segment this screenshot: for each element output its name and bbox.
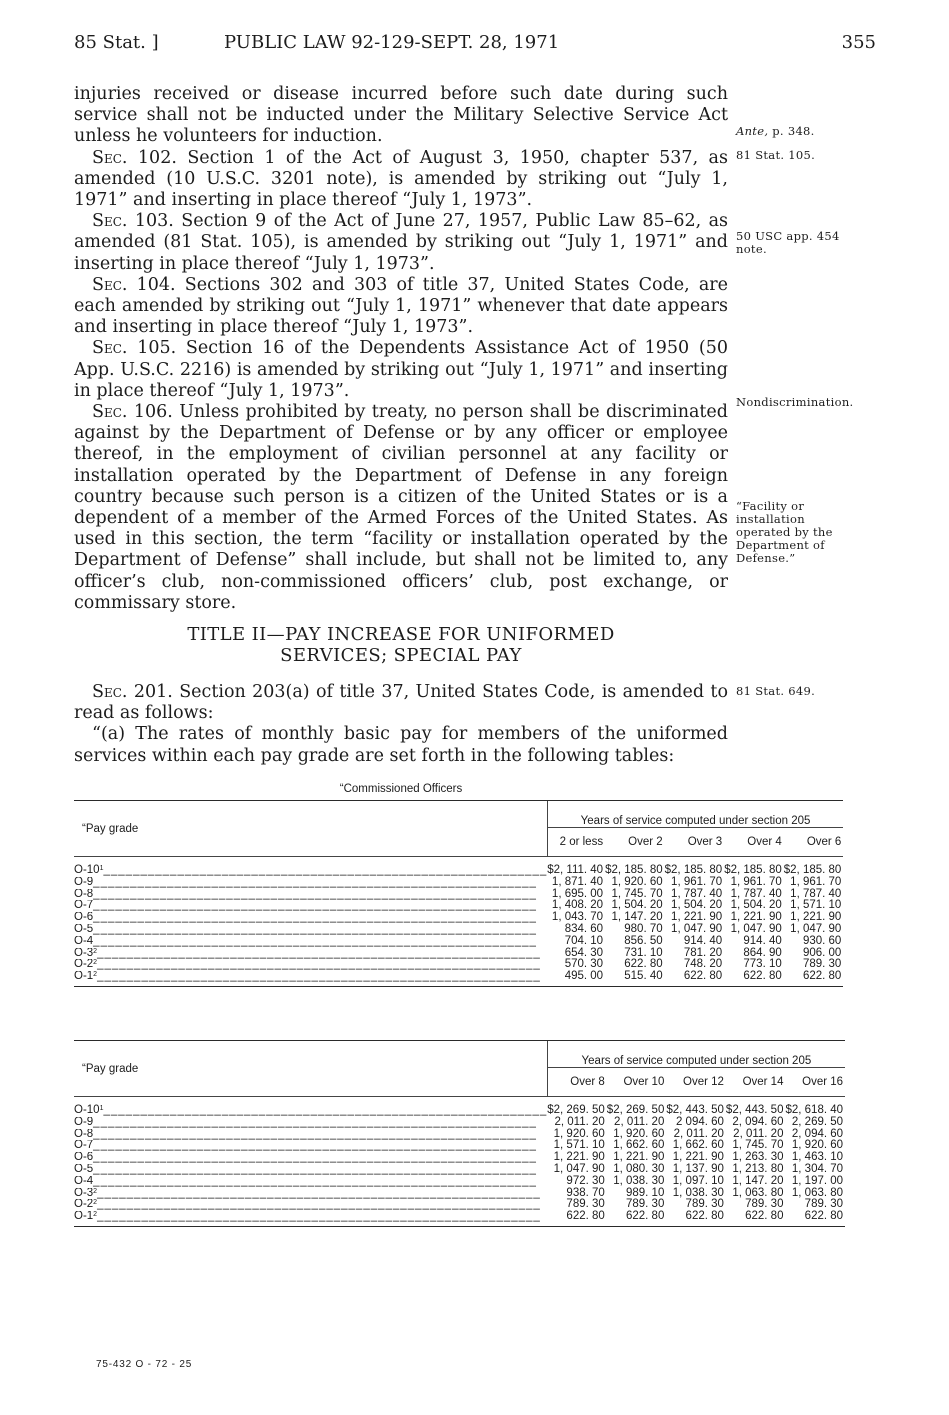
dot-leader: ____________________________________________________________ (93, 912, 537, 924)
pay-grade-cell (74, 857, 547, 877)
pay-rate-cell: $2, 111. 40 (547, 864, 604, 876)
pay-rate-cell: 1, 221. 90 (613, 1151, 665, 1164)
section-text: Section 1 of the Act of August 3, 1950, chapter 537, as amended (10 U.S.C. 3201 note), is amended by striking out “July 1, 1971” and inserting in place thereof “July 1, 1973”. (74, 147, 728, 211)
pay-rate-cell: 834. 60 (564, 922, 604, 935)
pay-grade-header: “Pay grade (74, 801, 547, 857)
stat-reference: 85 Stat. ] (74, 32, 159, 53)
pay-rate-cell: 1, 063. 80 (791, 1186, 844, 1199)
pay-rate-cell: 704. 10 (564, 934, 604, 947)
pay-grade-cell (74, 1211, 547, 1226)
pay-grade-cell (74, 1129, 547, 1141)
pay-grade-cell (74, 1164, 547, 1176)
pay-rate-cell: 622. 80 (566, 1210, 605, 1223)
pay-rate-cell: 789. 30 (804, 1198, 844, 1211)
margin-note-usc: 50 USC app. 454 note. (736, 229, 840, 256)
pay-rate-cell: 622. 80 (683, 970, 723, 983)
pay-rate-cell: 2, 094. 60 (791, 1127, 844, 1140)
section-106 (74, 402, 728, 614)
dot-leader: ____________________________________________________________ (93, 876, 537, 888)
pay-table-2 (74, 1040, 845, 1227)
pay-rate-cell: 1, 695. 00 (551, 887, 604, 900)
dot-leader: ____________________________________________________________ (93, 1140, 537, 1152)
section-105 (74, 338, 728, 402)
pay-rate-cell: 1, 571. 10 (790, 899, 842, 912)
section-201-intro (74, 682, 728, 724)
table-row (74, 1117, 845, 1129)
table-row (74, 900, 843, 912)
dot-leader: ____________________________________________________________ (93, 1152, 537, 1164)
pay-grade-label: O-9 (74, 1116, 94, 1128)
pay-rate-cell: 789. 30 (745, 1198, 784, 1211)
pay-rate-cell: 1, 504. 20 (671, 899, 723, 912)
margin-note-stat-105: 81 Stat. 105. (736, 148, 816, 162)
pay-rate-cell: 1, 304. 70 (791, 1162, 844, 1175)
table-row (74, 1152, 845, 1164)
pay-grade-label: O-5 (74, 1163, 94, 1175)
section-text: Unless prohibited by treaty, no person shall be discriminated against by the Department of Defense or by any officer or employee thereof, in the employment of civilian personnel at any facility or installation operated by the Department of Defense in any foreign country because such person is a citizen of the United States or is a dependent of a member of the Armed Forces of the United States. As used in this section, the term “facility or installation operated by the Department of Defense” shall include, but shall not be limited to, any officer’s club, non-commissioned officers’ club, post exchange, or commissary store. (74, 402, 728, 613)
table-caption: “Commissioned Officers (339, 783, 463, 795)
pay-rate-cell: 1, 920. 60 (553, 1127, 605, 1140)
pay-rate-cell: 1, 871. 40 (551, 875, 604, 888)
pay-rate-cell: 1, 213. 80 (732, 1162, 784, 1175)
pay-grade-cell (74, 1140, 547, 1152)
dot-leader: ____________________________________________________________ (103, 864, 548, 876)
pay-rate-cell: 1, 961. 70 (790, 875, 842, 888)
table-row (74, 912, 843, 924)
dot-leader: ____________________________________________________________ (93, 1116, 537, 1128)
pay-rate-cell: 989. 10 (625, 1186, 665, 1199)
dot-leader: ____________________________________________________________ (93, 888, 537, 900)
pay-grade-cell (74, 1199, 547, 1211)
table-row (74, 857, 843, 877)
pay-rate-cell: 789. 30 (566, 1198, 605, 1211)
pay-rate-cell: 622. 80 (804, 1210, 844, 1223)
pay-grade-label: O-3 (74, 1187, 94, 1199)
pay-rate-cell: 570. 30 (564, 958, 604, 971)
pay-grade-cell (74, 912, 547, 924)
pay-rate-cell: 1, 571. 10 (553, 1139, 605, 1152)
print-footer: 75-432 O - 72 - 25 (96, 1359, 193, 1370)
table-bottom-rule (74, 986, 843, 987)
table-row (74, 1199, 845, 1211)
pay-rate-cell: 781. 20 (683, 946, 723, 959)
pay-rate-cell: 731. 10 (624, 946, 663, 959)
pay-rate-cell: 495. 00 (564, 970, 604, 983)
pay-rate-cell: 1, 063. 80 (732, 1186, 784, 1199)
pay-rate-cell: $2, 443. 50 (725, 1104, 784, 1116)
table-bottom-rule (74, 1226, 845, 1227)
dot-leader: ____________________________________________________________ (93, 935, 537, 947)
pay-grade-label: O-10 (74, 864, 100, 876)
pay-rate-cell: 1, 038. 30 (613, 1174, 665, 1187)
section-103 (74, 211, 728, 275)
pay-rate-cell: $2, 618. 40 (785, 1104, 844, 1116)
pay-grade-label: O-1 (74, 1211, 94, 1223)
pay-rate-cell: 914. 40 (683, 934, 723, 947)
pay-rate-cell: 789. 30 (625, 1198, 665, 1211)
column-header: Over 12 (666, 1068, 726, 1097)
section-label: Sec. 105. (92, 338, 177, 359)
dot-leader: ____________________________________________________________ (93, 900, 537, 912)
footnote-marker: 1 (99, 1105, 104, 1112)
section-201 (74, 682, 728, 767)
pay-rate-cell: 773. 10 (743, 958, 782, 971)
pay-grade-label: O-5 (74, 923, 94, 935)
column-header: Over 8 (547, 1068, 607, 1097)
pay-grade-cell (74, 900, 547, 912)
page-header (74, 32, 876, 58)
column-header: Over 4 (724, 828, 784, 857)
pay-grade-cell (74, 877, 547, 889)
years-of-service-header: Years of service computed under section 205 (547, 1041, 845, 1068)
pay-rate-cell: 1, 920. 60 (611, 875, 663, 888)
pay-rate-cell: 1, 961. 70 (671, 875, 723, 888)
pay-rate-cell: 1, 221. 90 (730, 911, 782, 924)
pay-grade-cell (74, 889, 547, 901)
pay-rate-cell: 622. 80 (743, 970, 782, 983)
footnote-marker: 2 (93, 959, 98, 967)
pay-grade-label: O-2 (74, 959, 94, 971)
section-201-quote: “(a) The rates of monthly basic pay for members of the uniformed services within each pay grade are set forth in the following tables: (74, 724, 728, 766)
pay-rate-cell: 1, 920. 60 (613, 1127, 665, 1140)
section-text: Section 9 of the Act of June 27, 1957, Public Law 85–62, as amended (81 Stat. 105), is amended by striking out “July 1, 1971” and inserting in place thereof “July 1, 1973”. (74, 211, 728, 274)
pay-rate-cell: 1, 147. 20 (611, 911, 663, 924)
pay-table-1 (74, 800, 843, 987)
dot-leader: ____________________________________________________________ (97, 959, 541, 971)
pay-rate-cell: 1, 038. 30 (672, 1186, 724, 1199)
pay-rate-cell: 622. 80 (625, 1210, 665, 1223)
pay-grade-cell (74, 1152, 547, 1164)
section-text: Sections 302 and 303 of title 37, United States Code, are each amended by striking out “July 1, 1971” whenever that date appears and inserting in place thereof “July 1, 1973”. (74, 274, 728, 338)
table-row (74, 1164, 845, 1176)
title-line-1: TITLE II—PAY INCREASE FOR UNIFORMED (187, 624, 615, 645)
pay-rate-cell: 2, 011. 20 (614, 1115, 665, 1128)
pay-rate-cell: 1, 662. 60 (672, 1139, 724, 1152)
margin-note-stat-649: 81 Stat. 649. (736, 684, 816, 698)
pay-grade-cell (74, 1097, 547, 1117)
pay-rate-cell: $2, 185. 80 (783, 864, 842, 876)
pay-rate-cell: 622. 80 (624, 958, 663, 971)
column-header: Over 14 (726, 1068, 786, 1097)
table-row (74, 1211, 845, 1226)
pay-rate-cell: $2, 185. 80 (664, 864, 723, 876)
section-label: Sec. 102. (92, 147, 177, 168)
dot-leader: ____________________________________________________________ (97, 971, 541, 983)
pay-rate-cell: 1, 047. 90 (730, 922, 782, 935)
pay-grade-label: O-9 (74, 876, 94, 888)
section-104 (74, 275, 728, 339)
pay-rate-cell: 1, 662. 60 (613, 1139, 665, 1152)
pay-rate-cell: 1, 787. 40 (671, 887, 723, 900)
pay-grade-header: “Pay grade (74, 1041, 547, 1097)
margin-note-ante (736, 125, 848, 138)
dot-leader: ____________________________________________________________ (97, 947, 541, 959)
ante-italic: Ante, (736, 124, 769, 138)
table-row (74, 1188, 845, 1200)
pay-rate-cell: 980. 70 (624, 922, 663, 935)
dot-leader: ____________________________________________________________ (103, 1104, 548, 1116)
table-row (74, 1129, 845, 1141)
pay-rate-cell: 2, 011. 20 (733, 1127, 784, 1140)
pay-rate-cell: $2, 185. 80 (724, 864, 782, 876)
pay-rate-cell: 938. 70 (566, 1186, 605, 1199)
pay-grade-label: O-3 (74, 947, 94, 959)
pay-rate-cell: 1, 147. 20 (732, 1174, 784, 1187)
margin-note-nondiscrimination: Nondiscrimination. (736, 395, 854, 409)
pay-grade-cell (74, 936, 547, 948)
pay-rate-cell: 515. 40 (624, 970, 663, 983)
table-row (74, 1140, 845, 1152)
page-number: 355 (841, 32, 876, 53)
running-title: PUBLIC LAW 92-129-SEPT. 28, 1971 (224, 32, 560, 53)
table-row (74, 1097, 845, 1117)
section-102 (74, 148, 728, 212)
ante-page: p. 348. (768, 124, 815, 138)
pay-grade-label: O-6 (74, 912, 94, 924)
pay-grade-cell (74, 1188, 547, 1200)
pay-rate-cell: 1, 745. 70 (611, 887, 663, 900)
pay-rate-cell: 2, 094. 60 (732, 1115, 784, 1128)
table-row (74, 1176, 845, 1188)
pay-rate-cell: 2, 011. 20 (554, 1115, 605, 1128)
dot-leader: ____________________________________________________________ (93, 1175, 537, 1187)
column-header: Over 3 (665, 828, 725, 857)
pay-rate-cell: 1, 047. 90 (671, 922, 723, 935)
pay-rate-cell: 906. 00 (802, 946, 842, 959)
pay-rate-cell: 2, 011. 20 (673, 1127, 724, 1140)
pay-rate-cell: 856. 50 (624, 934, 663, 947)
pay-rate-cell: 1, 504. 20 (611, 899, 663, 912)
pay-rate-cell: 1, 221. 90 (790, 911, 842, 924)
title-line-2: SERVICES; SPECIAL PAY (280, 645, 522, 666)
table-row (74, 971, 843, 986)
pay-grade-cell (74, 1117, 547, 1129)
footnote-marker: 2 (93, 947, 98, 955)
table-row (74, 889, 843, 901)
pay-rate-cell: 1, 221. 90 (671, 911, 723, 924)
pay-rate-cell: 789. 30 (802, 958, 842, 971)
column-header: Over 10 (607, 1068, 667, 1097)
footnote-marker: 2 (93, 1199, 98, 1207)
pay-grade-cell (74, 924, 547, 936)
section-label: Sec. 104. (92, 274, 176, 295)
pay-rate-cell: 622. 80 (685, 1210, 724, 1223)
pay-rate-cell: 864. 90 (743, 946, 782, 959)
pay-grade-label: O-8 (74, 1128, 94, 1140)
pay-grade-label: O-6 (74, 1152, 94, 1164)
pay-rate-cell: 1, 221. 90 (553, 1151, 605, 1164)
pay-rate-cell: 1, 787. 40 (730, 887, 782, 900)
pay-grade-label: O-4 (74, 935, 94, 947)
pay-rate-cell: 1, 463. 10 (791, 1151, 844, 1164)
pay-grade-label: O-7 (74, 900, 94, 912)
pay-grade-label: O-4 (74, 1175, 94, 1187)
dot-leader: ____________________________________________________________ (97, 1187, 541, 1199)
pay-rate-cell: $2, 185. 80 (605, 864, 663, 876)
pay-grade-label: O-10 (74, 1104, 100, 1116)
footnote-marker: 2 (93, 971, 98, 979)
pay-rate-cell: 1, 047. 90 (790, 922, 842, 935)
pay-rate-cell: $2, 269. 50 (606, 1104, 665, 1116)
pay-grade-cell (74, 959, 547, 971)
margin-note-facility-definition: “Facility or installation operated by the Department of Defense.” (736, 499, 833, 565)
pay-grade-cell (74, 971, 547, 986)
table-group-header-row (74, 801, 843, 828)
pay-rate-cell: 1, 043. 70 (551, 911, 604, 924)
table-row (74, 924, 843, 936)
pay-rate-cell: 930. 60 (802, 934, 842, 947)
pay-rate-cell: 972. 30 (566, 1174, 605, 1187)
pay-rate-cell: $2, 443. 50 (666, 1104, 724, 1116)
footnote-marker: 2 (93, 1211, 98, 1219)
pay-rate-cell: 1, 787. 40 (790, 887, 842, 900)
body-text (74, 84, 728, 614)
column-header: 2 or less (547, 828, 605, 857)
pay-rate-cell: 1, 197. 00 (791, 1174, 844, 1187)
pay-rate-cell: 789. 30 (685, 1198, 724, 1211)
section-text: Section 203(a) of title 37, United States Code, is amended to read as follows: (74, 682, 728, 724)
pay-rate-cell: 1, 263. 30 (732, 1151, 784, 1164)
table-row (74, 948, 843, 960)
pay-rate-cell: 622. 80 (802, 970, 842, 983)
table-row (74, 959, 843, 971)
pay-rate-cell: $2, 269. 50 (547, 1104, 605, 1116)
pay-rate-cell: 1, 047. 90 (553, 1162, 605, 1175)
column-header: Over 16 (785, 1068, 845, 1097)
table-row (74, 936, 843, 948)
pay-rate-cell: 1, 504. 20 (730, 899, 782, 912)
pay-rate-cell: 622. 80 (745, 1210, 784, 1223)
pay-rate-cell: 1, 097. 10 (672, 1174, 724, 1187)
section-label: Sec. 201. (92, 682, 173, 702)
pay-rate-cell: 1, 920. 60 (791, 1139, 844, 1152)
dot-leader: ____________________________________________________________ (93, 1163, 537, 1175)
dot-leader: ____________________________________________________________ (97, 1211, 541, 1223)
pay-rate-cell: 1, 408. 20 (551, 899, 604, 912)
pay-rate-cell: 1, 745. 70 (732, 1139, 784, 1152)
pay-grade-cell (74, 1176, 547, 1188)
pay-grade-label: O-8 (74, 888, 94, 900)
section-label: Sec. 106. (92, 402, 173, 423)
dot-leader: ____________________________________________________________ (93, 923, 537, 935)
title-ii-heading (74, 624, 728, 666)
pay-rate-cell: 2, 269. 50 (791, 1115, 844, 1128)
pay-rate-cell: 1, 137. 90 (672, 1162, 724, 1175)
pay-rate-cell: 654. 30 (564, 946, 604, 959)
pay-rate-cell: 2 094. 60 (675, 1115, 724, 1128)
pay-grade-label: O-7 (74, 1140, 94, 1152)
pay-grade-label: O-1 (74, 971, 94, 983)
section-text: Section 16 of the Dependents Assistance Act of 1950 (50 App. U.S.C. 2216) is amended by striking out “July 1, 1971” and inserting in place thereof “July 1, 1973”. (74, 338, 728, 401)
pay-grade-label: O-2 (74, 1199, 94, 1211)
continued-paragraph: injuries received or disease incurred before such date during such service shall not be inducted under the Military Selective Service Act unless he volunteers for induction. (74, 84, 728, 147)
section-label: Sec. 103. (92, 211, 174, 232)
pay-rate-cell: 1, 961. 70 (730, 875, 782, 888)
table-row (74, 877, 843, 889)
pay-rate-cell: 914. 40 (743, 934, 782, 947)
footnote-marker: 2 (93, 1187, 98, 1195)
table-group-header-row (74, 1041, 845, 1068)
footnote-marker: 1 (99, 865, 104, 872)
pay-grade-cell (74, 948, 547, 960)
column-header: Over 2 (605, 828, 665, 857)
column-header: Over 6 (784, 828, 844, 857)
pay-rate-cell: 1, 221. 90 (672, 1151, 724, 1164)
dot-leader: ____________________________________________________________ (93, 1128, 537, 1140)
dot-leader: ____________________________________________________________ (97, 1199, 541, 1211)
years-of-service-header: Years of service computed under section 205 (547, 801, 843, 828)
pay-rate-cell: 1, 080. 30 (613, 1162, 665, 1175)
pay-rate-cell: 748. 20 (683, 958, 723, 971)
